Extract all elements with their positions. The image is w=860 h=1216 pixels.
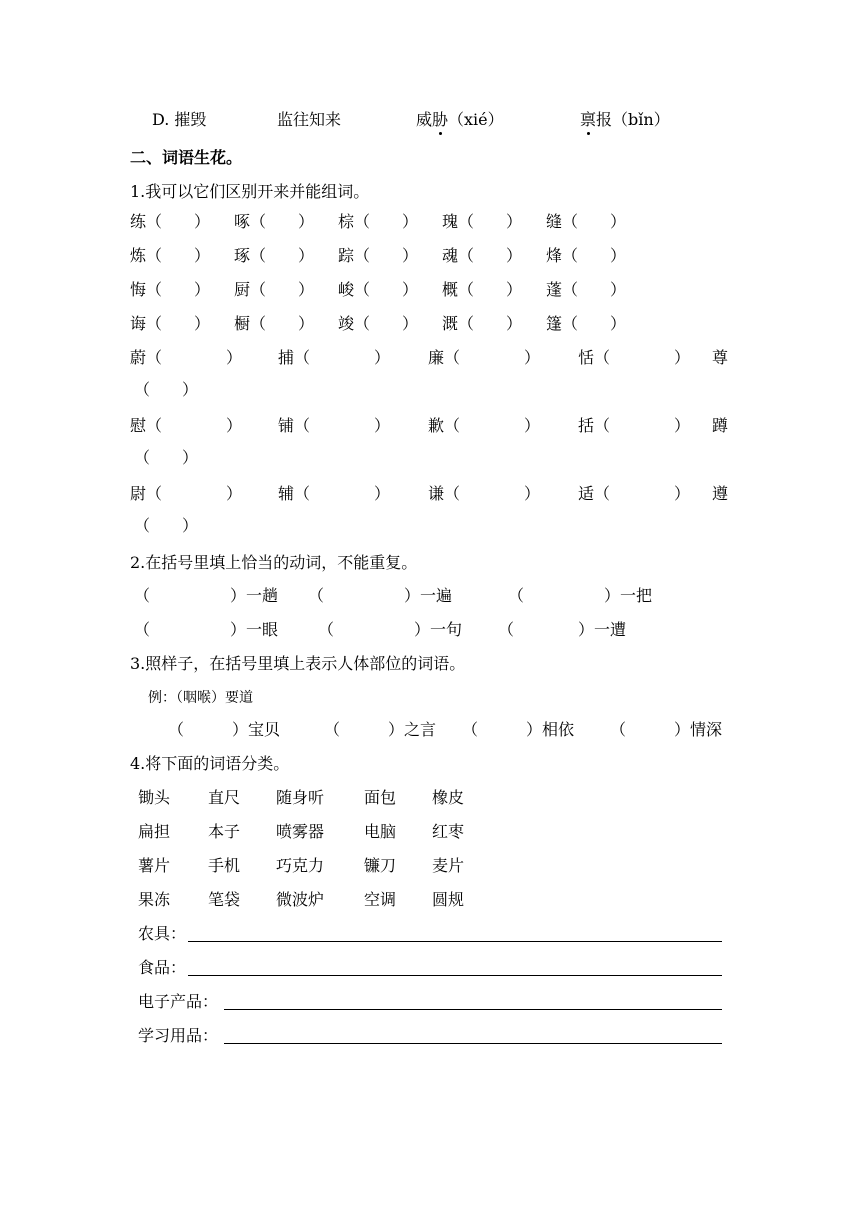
example-text: 例：（咽喉）要道 [148, 690, 253, 706]
word-item: 巧克力 [276, 856, 325, 875]
char-cell[interactable]: 概（ ） [442, 280, 523, 299]
char-cell[interactable]: 啄（ ） [234, 212, 315, 231]
word-item: 电脑 [364, 822, 397, 841]
body-part-blank[interactable]: （ ）情深 [610, 720, 723, 739]
word-item: 直尺 [208, 788, 241, 807]
char-cell[interactable]: 慰（ ） [130, 416, 243, 435]
char-cell[interactable]: 篷（ ） [546, 314, 627, 333]
word-item: 笔袋 [208, 890, 241, 909]
word-item: 手机 [208, 856, 241, 875]
verb-blank[interactable]: （ ）一句 [318, 620, 463, 639]
char-cell[interactable]: 踪（ ） [338, 246, 419, 265]
verb-blank[interactable]: （ ）一眼 [134, 620, 279, 639]
char-cell[interactable]: 廉（ ） [428, 348, 541, 367]
char-cell[interactable]: 辅（ ） [278, 484, 391, 503]
word-item: 锄头 [138, 788, 171, 807]
char-cell[interactable]: 魂（ ） [442, 246, 523, 265]
char-cell[interactable]: 练（ ） [130, 212, 211, 231]
word-item: 橡皮 [432, 788, 465, 807]
body-part-blank[interactable]: （ ）之言 [324, 720, 437, 739]
char-cell[interactable]: 厨（ ） [234, 280, 315, 299]
char-cell[interactable]: 蔚（ ） [130, 348, 243, 367]
option-d-word1: D. 摧毁 [152, 110, 207, 129]
question-3-title: 3.照样子，在括号里填上表示人体部位的词语。 [130, 654, 466, 673]
question-4-title: 4.将下面的词语分类。 [130, 754, 290, 773]
char-cell[interactable]: 恬（ ） [578, 348, 691, 367]
body-part-blank[interactable]: （ ）相依 [462, 720, 575, 739]
char-cell[interactable]: 诲（ ） [130, 314, 211, 333]
pinyin: （bǐn） [612, 110, 670, 129]
char-cell[interactable]: 遵 [712, 484, 729, 503]
category-label: 学习用品： [138, 1026, 219, 1045]
char-cell[interactable]: 缝（ ） [546, 212, 627, 231]
wrapped-blank[interactable]: （ ） [134, 516, 199, 535]
answer-line[interactable] [224, 1043, 722, 1044]
char-cell[interactable]: 橱（ ） [234, 314, 315, 333]
char-cell[interactable]: 谦（ ） [428, 484, 541, 503]
char-cell[interactable]: 蓬（ ） [546, 280, 627, 299]
answer-line[interactable] [188, 941, 722, 942]
word-item: 红枣 [432, 822, 465, 841]
option-d-word3 [416, 110, 504, 130]
dotted-char: 禀 [580, 110, 597, 129]
word-item: 圆规 [432, 890, 465, 909]
char-cell[interactable]: 溉（ ） [442, 314, 523, 333]
answer-line[interactable] [224, 1009, 722, 1010]
word-item: 喷雾器 [276, 822, 325, 841]
word-item: 面包 [364, 788, 397, 807]
word-item: 薯片 [138, 856, 171, 875]
option-d-line [152, 110, 732, 130]
char-cell[interactable]: 烽（ ） [546, 246, 627, 265]
question-2-title: 2.在括号里填上恰当的动词，不能重复。 [130, 553, 418, 572]
question-1-title: 1.我可以它们区别开来并能组词。 [130, 182, 370, 201]
category-label: 农具： [138, 924, 187, 943]
char-cell[interactable]: 捕（ ） [278, 348, 391, 367]
word-item: 空调 [364, 890, 397, 909]
char-cell[interactable]: 尉（ ） [130, 484, 243, 503]
word-item: 微波炉 [276, 890, 325, 909]
char-cell[interactable]: 棕（ ） [338, 212, 419, 231]
pinyin: （xié） [448, 110, 504, 129]
char-cell[interactable]: 蹲 [712, 416, 729, 435]
char-cell[interactable]: 括（ ） [578, 416, 691, 435]
wrapped-blank[interactable]: （ ） [134, 448, 199, 467]
char-cell[interactable]: 炼（ ） [130, 246, 211, 265]
char-cell[interactable]: 琢（ ） [234, 246, 315, 265]
option-d-word2: 监往知来 [277, 110, 342, 129]
wrapped-blank[interactable]: （ ） [134, 380, 199, 399]
char-cell[interactable]: 悔（ ） [130, 280, 211, 299]
char-cell[interactable]: 峻（ ） [338, 280, 419, 299]
verb-blank[interactable]: （ ）一趟 [134, 586, 279, 605]
word-item: 麦片 [432, 856, 465, 875]
word-item: 随身听 [276, 788, 325, 807]
char-cell[interactable]: 适（ ） [578, 484, 691, 503]
word-item: 镰刀 [364, 856, 397, 875]
option-d-word4 [580, 110, 670, 130]
answer-line[interactable] [188, 975, 722, 976]
char-cell[interactable]: 竣（ ） [338, 314, 419, 333]
char-cell[interactable]: 歉（ ） [428, 416, 541, 435]
dotted-char: 胁 [432, 110, 449, 129]
category-label: 电子产品： [138, 992, 219, 1011]
char-cell[interactable]: 瑰（ ） [442, 212, 523, 231]
section-title: 二、词语生花。 [130, 148, 243, 167]
verb-blank[interactable]: （ ）一把 [508, 586, 653, 605]
char-cell[interactable]: 铺（ ） [278, 416, 391, 435]
word-item: 果冻 [138, 890, 171, 909]
verb-blank[interactable]: （ ）一遍 [308, 586, 453, 605]
verb-blank[interactable]: （ ）一遭 [498, 620, 627, 639]
option-d-char: 报 [596, 110, 613, 129]
category-label: 食品： [138, 958, 187, 977]
word-item: 本子 [208, 822, 241, 841]
option-d-char: 威 [416, 110, 433, 129]
word-item: 扁担 [138, 822, 171, 841]
body-part-blank[interactable]: （ ）宝贝 [168, 720, 281, 739]
char-cell[interactable]: 尊 [712, 348, 729, 367]
